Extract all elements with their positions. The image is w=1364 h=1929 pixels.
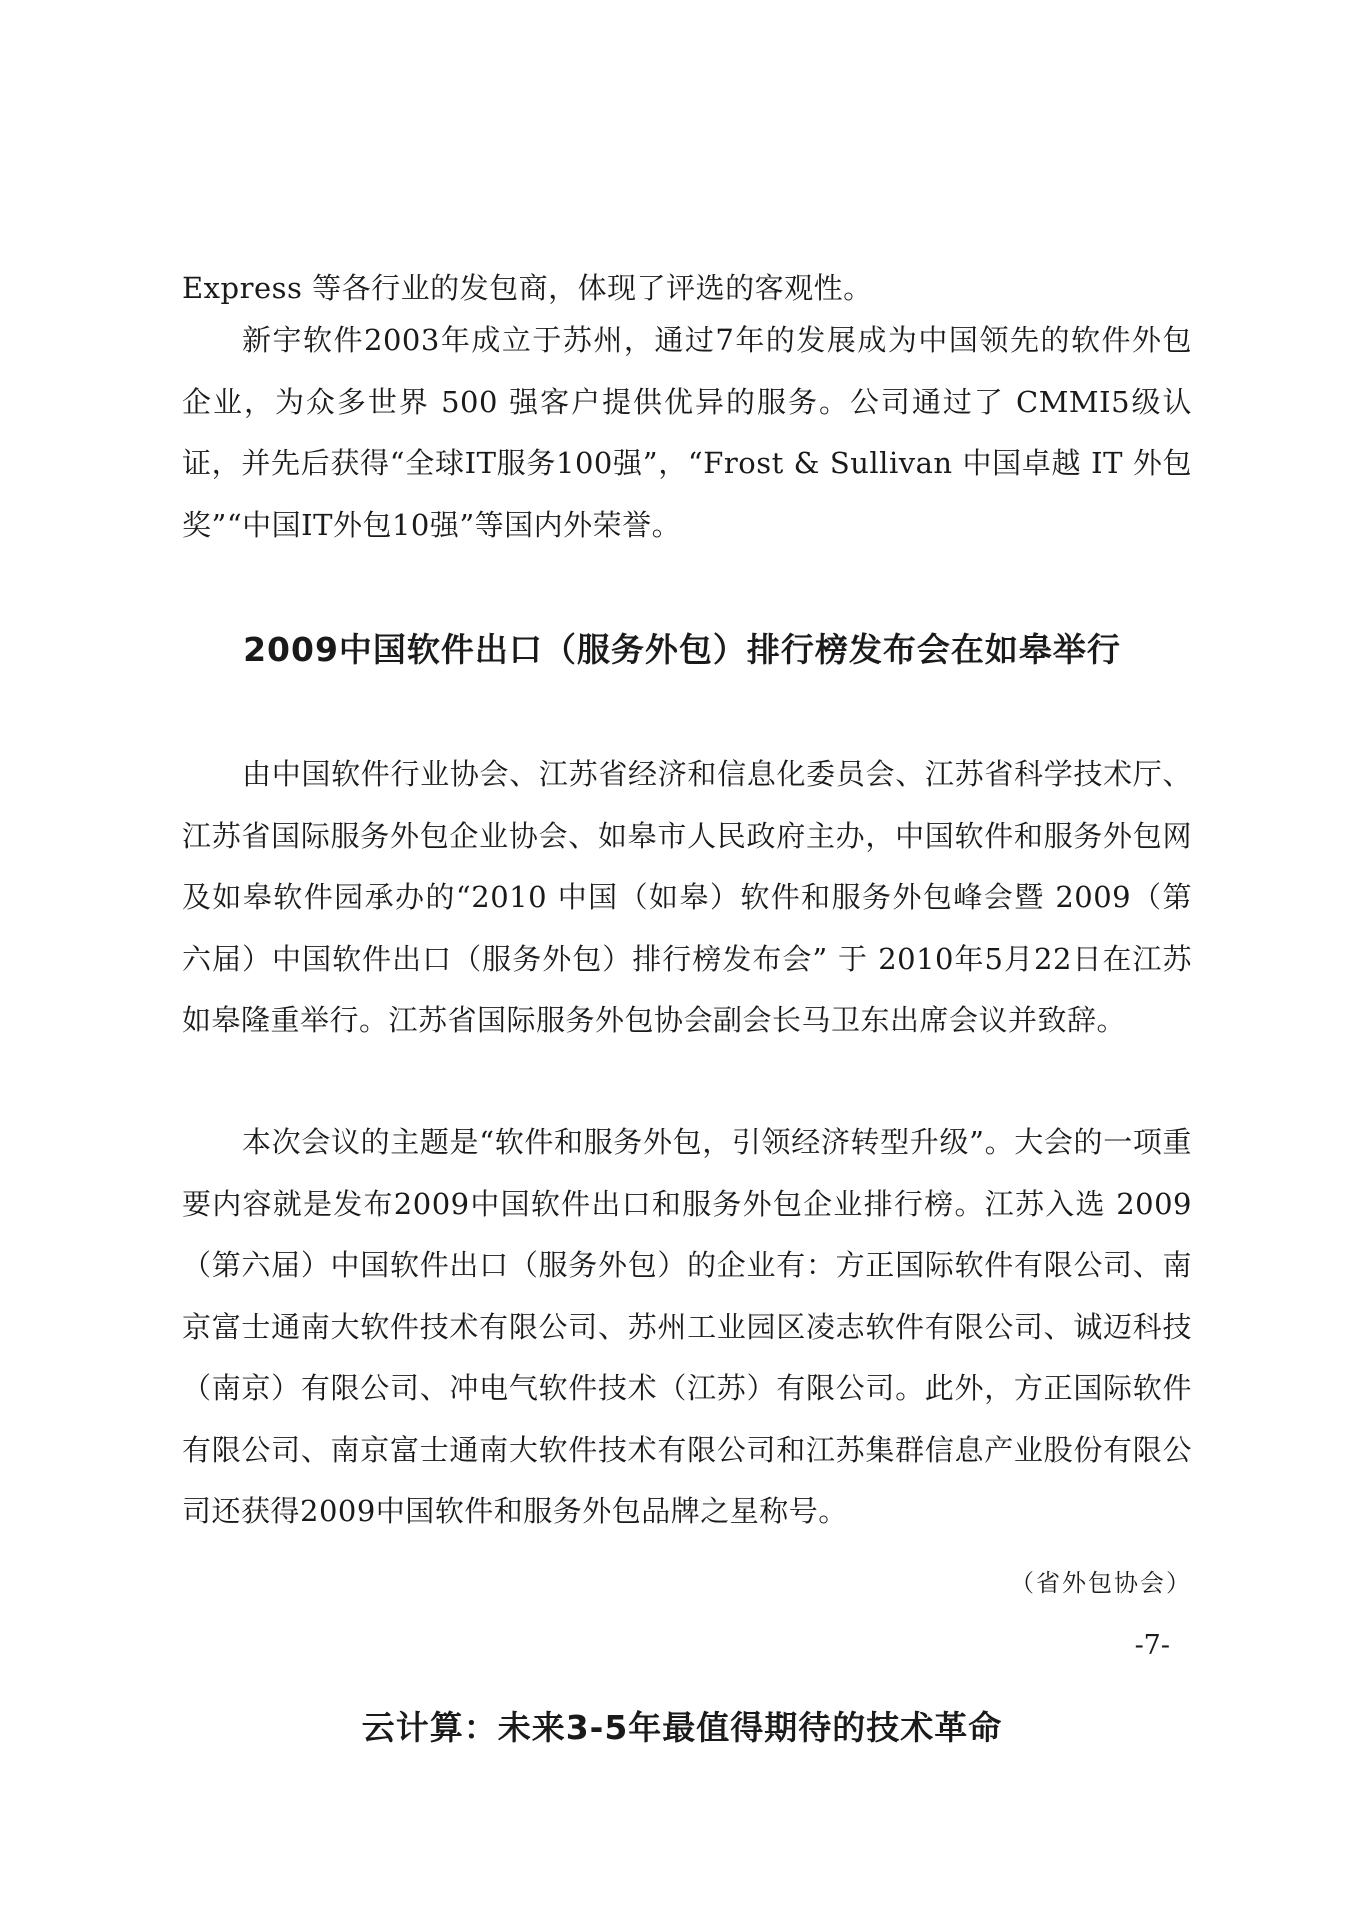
page-number: -7- bbox=[1134, 1630, 1170, 1661]
article-source: （省外包协会） bbox=[1010, 1569, 1192, 1597]
section-heading-cloud-computing: 云计算：未来3-5年最值得期待的技术革命 bbox=[361, 1708, 1003, 1747]
paragraph-express: Express 等各行业的发包商，体现了评选的客观性。 bbox=[182, 271, 873, 305]
paragraph-conference-organizers: 由中国软件行业协会、江苏省经济和信息化委员会、江苏省科学技术厅、江苏省国际服务外包企业协会、如皋市人民政府主办，中国软件和服务外包网及如皋软件园承办的“2010 中国（如皋）软件和服务外包峰会暨 2009（第六届）中国软件出口（服务外包）排行榜发布会” 于 2010年5月22日在江苏如皋隆重举行。江苏省国际服务外包协会副会长马卫东出席会议并致辞。 bbox=[182, 757, 1192, 1037]
paragraph-conference-theme: 本次会议的主题是“软件和服务外包，引领经济转型升级”。大会的一项重要内容就是发布2009中国软件出口和服务外包企业排行榜。江苏入选 2009（第六届）中国软件出口（服务外包）的企业有：方正国际软件有限公司、南京富士通南大软件技术有限公司、苏州工业园区凌志软件有限公司、诚迈科技（南京）有限公司、冲电气软件技术（江苏）有限公司。此外，方正国际软件有限公司、南京富士通南大软件技术有限公司和江苏集群信息产业股份有限公司还获得2009中国软件和服务外包品牌之星称号。 bbox=[182, 1125, 1192, 1528]
paragraph-xinyu-software: 新宇软件2003年成立于苏州，通过7年的发展成为中国领先的软件外包企业，为众多世界 500 强客户提供优异的服务。公司通过了 CMMI5级认证，并先后获得“全球IT服务100强”，“Frost & Sullivan 中国卓越 IT 外包奖”“中国IT外包10强”等国内外荣誉。 bbox=[182, 323, 1192, 542]
section-heading-ranking-release: 2009中国软件出口（服务外包）排行榜发布会在如皋举行 bbox=[243, 630, 1121, 669]
